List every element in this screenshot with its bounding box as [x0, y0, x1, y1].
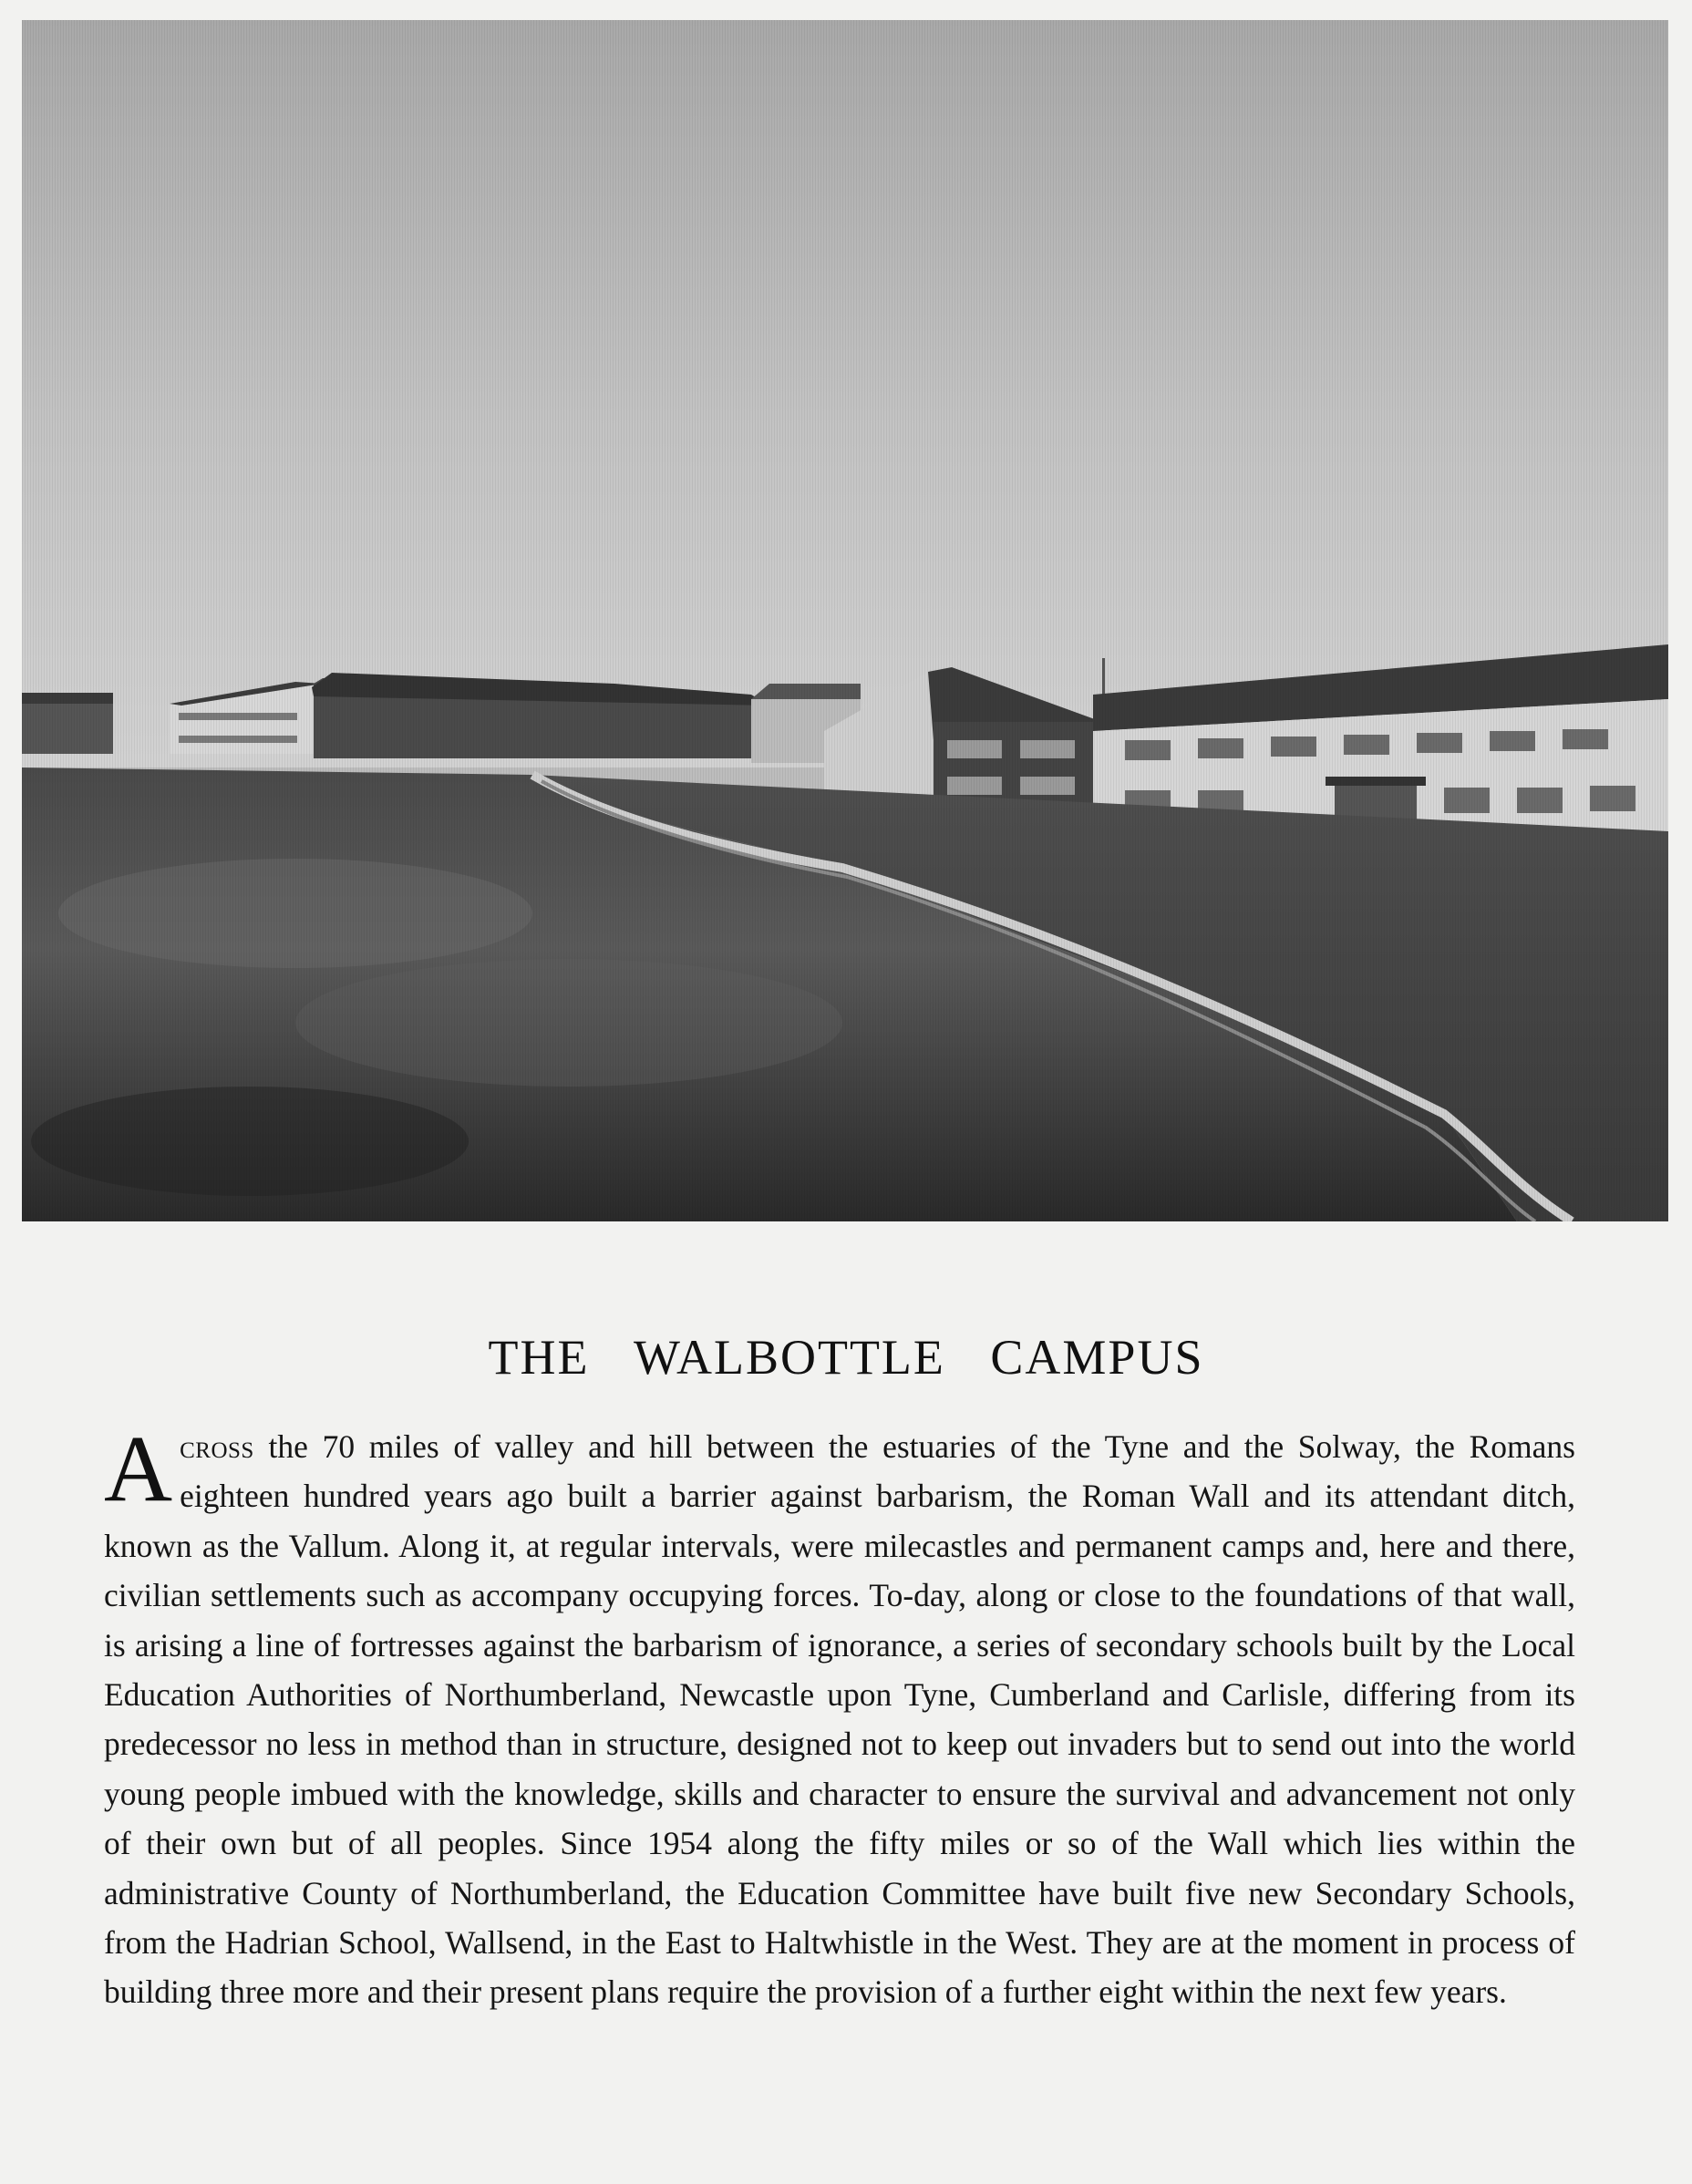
first-word-smallcaps: cross: [180, 1428, 254, 1465]
campus-photograph: [22, 20, 1668, 1221]
article-paragraph: [104, 1417, 1575, 2017]
article-body: [104, 1417, 1575, 2017]
article-text: the 70 miles of valley and hill between the estuaries of the Tyne and the Solway, the Romans eighteen hundred years ago built a barrier against barbarism, the Roman Wall and its attendant ditch, known as the Vallum. Along it, at regular intervals, were milecastles and permanent camps and, here and there, civilian settlements such as accompany occupying forces. To-day, along or close to the foundations of that wall, is arising a line of fortresses against the barbarism of ignorance, a series of secondary schools built by the Local Education Authorities of Northumberland, Newcastle upon Tyne, Cumberland and Carlisle, differing from its predecessor no less in method than in structure, designed not to keep out invaders but to send out into the world young people imbued with the knowledge, skills and character to ensure the survival and advancement not only of their own but of all peoples. Since 1954 along the fifty miles or so of the Wall which lies within the administrative County of Northumberland, the Education Committee have built five new Secondary Schools, from the Hadrian School, Wallsend, in the East to Haltwhistle in the West. They are at the moment in process of building three more and their present plans require the provision of a further eight within the next few years.: [104, 1428, 1575, 2011]
drop-cap: A: [104, 1417, 173, 1521]
page-title: THE WALBOTTLE CAMPUS: [488, 1330, 1204, 1386]
campus-photo-illustration: [22, 20, 1668, 1221]
